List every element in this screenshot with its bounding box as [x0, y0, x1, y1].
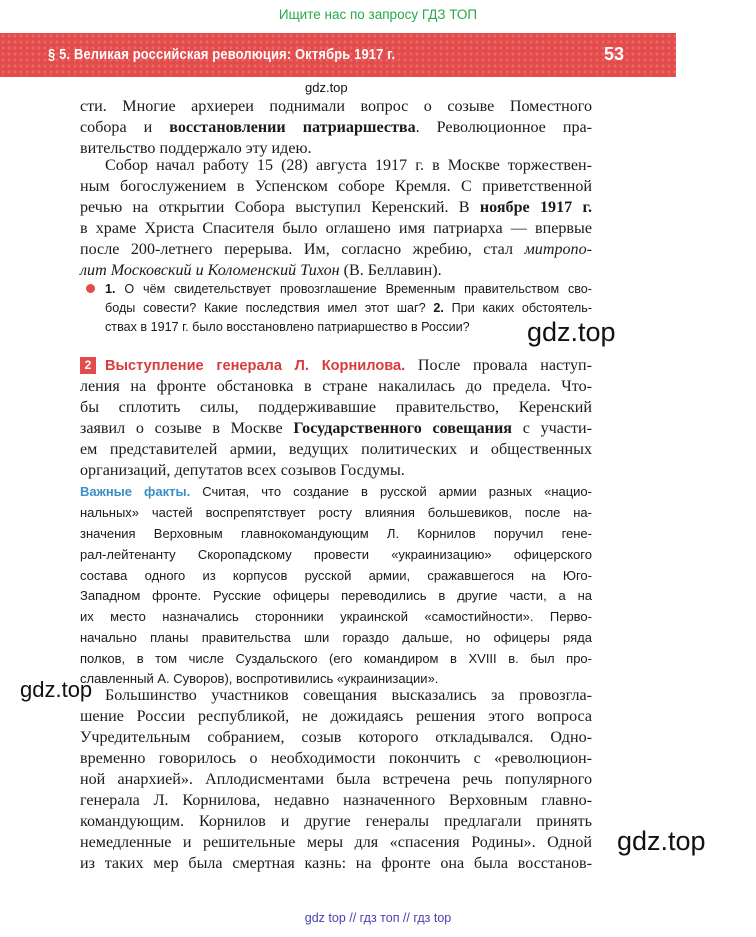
text-line: временно говорилось о необходимости покончить с «революцион-	[80, 750, 592, 767]
bold-term: Государственного совещания	[293, 420, 512, 437]
text-line: собора и восстановлении патриаршества. Революционное пра-	[80, 119, 592, 136]
question-line: ствах в 1917 г. было восстановлено патриаршество в России?	[105, 320, 470, 334]
section-title: § 5. Великая российская революция: Октябрь 1917 г.	[48, 46, 396, 63]
text-line: организаций, депутатов всех созывов Госдумы.	[80, 462, 405, 479]
facts-heading: Важные факты.	[80, 484, 191, 499]
text-line: после 200-летнего перерыва. Им, согласно жребию, стал митропо-	[80, 241, 592, 258]
question-line: 1. О чём свидетельствует провозглашение Временным правительством сво-	[105, 282, 592, 296]
chapter-banner	[0, 33, 676, 77]
text-line: сти. Многие архиереи поднимали вопрос о созыве Поместного	[80, 98, 592, 115]
bold-term: восстановлении патриаршества	[169, 119, 416, 136]
text-line: командующим. Корнилов и другие генералы предлагали принять	[80, 813, 592, 830]
facts-line: нальных» частей воспрепятствует росту влияния большевиков, после на-	[80, 505, 592, 520]
facts-line: рал-лейтенанту Скоропадскому провести «украинизацию» офицерского	[80, 547, 592, 562]
text-line: генерала Л. Корнилова, недавно назначенного Верховным главно-	[80, 792, 592, 809]
watermark-large: gdz.top	[527, 317, 616, 347]
bold-term: ноябре 1917 г.	[479, 199, 592, 216]
section-heading: Выступление генерала Л. Корнилова.	[105, 358, 406, 374]
facts-line: Важные факты. Считая, что создание в русской армии разных «нацио-	[80, 484, 592, 499]
page-number: 53	[604, 44, 625, 64]
section-number-badge: 2	[80, 357, 96, 374]
italic-term: митропо-	[524, 241, 592, 258]
text-line: в храме Христа Спасителя было оглашено имя патриарха — впервые	[80, 220, 592, 237]
facts-line: начально планы правительства шли гораздо дальше, но офицеры ряда	[80, 630, 592, 645]
text-line: немедленные и решительные меры для «спасения Родины». Одной	[80, 834, 592, 851]
question-line: боды совести? Какие последствия имел этот шаг? 2. При каких обстоятель-	[105, 301, 593, 315]
text-line: ной анархией». Аплодисментами была встречена речь популярного	[80, 771, 592, 788]
bottom-note: gdz top // гдз топ // гдз top	[304, 911, 452, 925]
facts-line: Западном фронте. Русские офицеры переводились в другие части, а на	[80, 588, 592, 603]
top-note: Ищите нас по запросу ГДЗ ТОП	[278, 7, 478, 22]
text-line: Большинство участников совещания высказались за провозгла-	[105, 687, 592, 704]
text-line: ным богослужением в Успенском соборе Кремля. С приветственной	[80, 178, 592, 195]
text-line: речью на открытии Собора выступил Керенский. В ноябре 1917 г.	[80, 199, 592, 216]
text-line: шение России республикой, не дожидаясь решения этого вопроса	[80, 708, 592, 725]
watermark-large: gdz.top	[617, 826, 706, 856]
italic-term: лит Московский и Коломенский Тихон	[80, 262, 340, 279]
text-line: заявил о созыве в Москве Государственного совещания с участи-	[80, 420, 593, 437]
text-line: ем представителей армии, ведущих политических и общественных	[80, 441, 592, 458]
text-line: ления на фронте обстановка в стране накалилась до предела. Что-	[80, 378, 592, 395]
question-bullet-icon	[86, 284, 95, 293]
facts-line: их место назначались сторонники украинской «самостийности». Перво-	[80, 609, 592, 624]
text-line: Выступление генерала Л. Корнилова. После провала наступ-	[105, 357, 592, 374]
facts-line: значения Верховным главнокомандующим Л. Корнилов поручил гене-	[80, 526, 592, 541]
text-line: из таких мер была смертная казнь: на фронте она была восстанов-	[80, 855, 592, 872]
facts-line: состава одного из корпусов русской армии, сражавшегося на Юго-	[80, 568, 592, 583]
text-line: вительство поддержало эту идею.	[80, 140, 312, 157]
text-line: Собор начал работу 15 (28) августа 1917 г. в Москве торжествен-	[105, 157, 592, 174]
watermark-small: gdz.top	[305, 80, 348, 95]
watermark-large: gdz.top	[20, 677, 93, 702]
text-line: Учредительным собранием, созыв которого откладывался. Одно-	[80, 729, 592, 746]
text-line: бы сплотить силы, поддерживавшие правительство, Керенский	[80, 399, 592, 416]
text-line: лит Московский и Коломенский Тихон (В. Беллавин).	[80, 262, 442, 279]
facts-line: славленный А. Суворов), воспротивились «украинизации».	[80, 671, 439, 686]
facts-line: полков, в том числе Суздальского (его командиром в XVIII в. был про-	[80, 651, 592, 666]
